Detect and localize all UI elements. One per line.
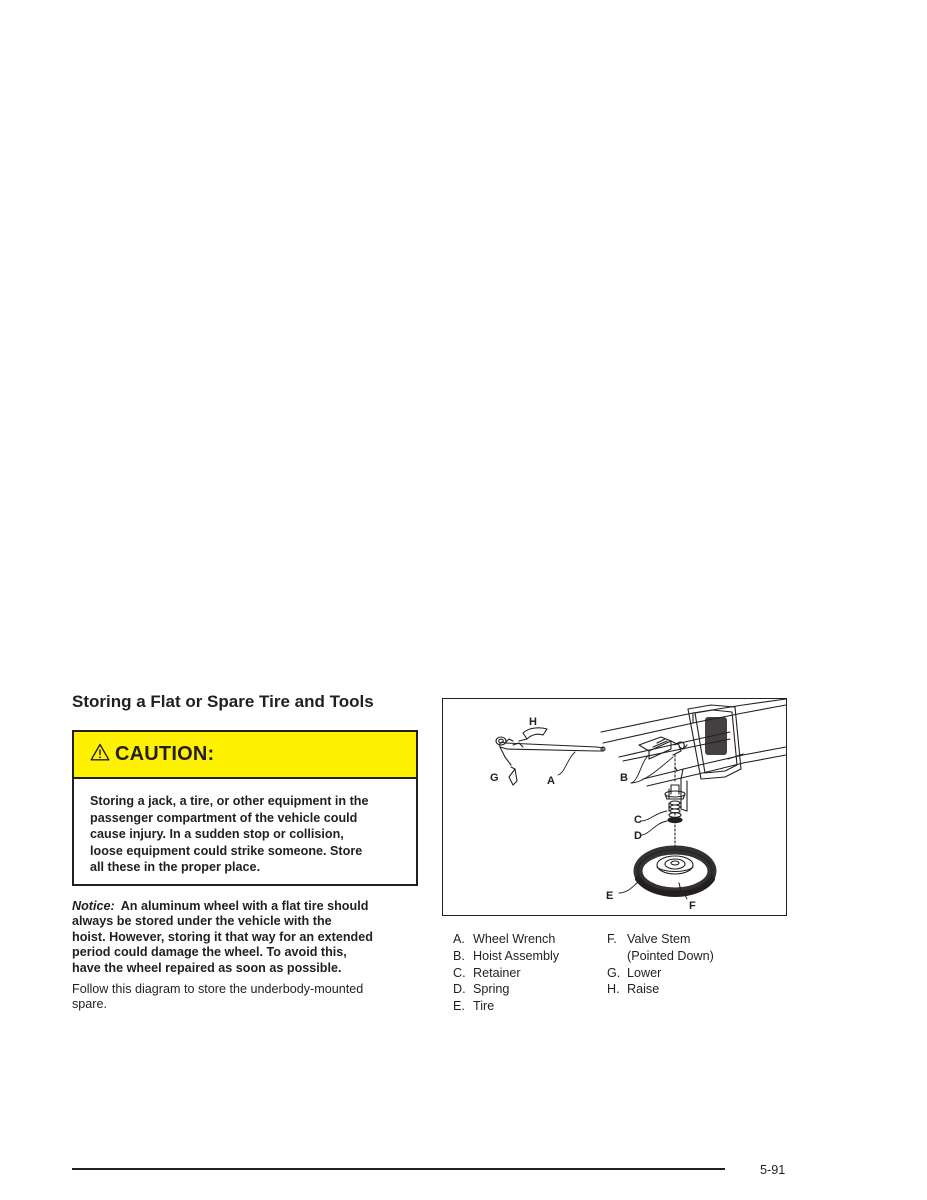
legend-item: C. Retainer [453, 965, 521, 980]
caution-text [74, 779, 416, 876]
notice-paragraph [72, 899, 414, 976]
callout-c: C [634, 814, 642, 826]
instruction-paragraph [72, 982, 414, 1013]
caution-line: cause injury. In a sudden stop or collision, [90, 827, 344, 842]
section-heading: Storing a Flat or Spare Tire and Tools [72, 692, 374, 711]
notice-line: always be stored under the vehicle with the [72, 914, 332, 929]
legend-item: A. Wheel Wrench [453, 932, 556, 946]
notice-line: have the wheel repaired as soon as possible. [72, 960, 342, 975]
tire-illustration [638, 850, 712, 894]
warning-triangle-icon [90, 743, 110, 766]
legend-left-column [453, 931, 559, 1015]
callout-d: D [634, 830, 642, 842]
footer-rule [72, 1168, 725, 1170]
notice-line: period could damage the wheel. To avoid this, [72, 945, 347, 960]
callout-e: E [606, 890, 614, 902]
vehicle-body-illustration [601, 699, 786, 811]
callout-b: B [620, 772, 628, 784]
retainer-illustration [665, 785, 685, 799]
caution-line: passenger compartment of the vehicle could [90, 810, 358, 825]
legend-item: (Pointed Down) [627, 948, 714, 963]
notice-line: hoist. However, storing it that way for an extended [72, 929, 373, 944]
legend-item: D. Spring [453, 982, 510, 997]
caution-title: CAUTION: [115, 743, 215, 765]
wheel-wrench-illustration [496, 737, 605, 765]
caution-line: Storing a jack, a tire, or other equipment in the [90, 794, 369, 808]
notice-label: Notice: [72, 899, 115, 913]
caution-box [72, 730, 418, 886]
legend-right-column [607, 931, 714, 998]
callout-g: G [490, 772, 499, 784]
raise-arrow-illustration [519, 728, 547, 741]
legend-item: E. Tire [453, 999, 495, 1014]
legend-item: G. Lower [607, 965, 662, 980]
instruction-line: Follow this diagram to store the underbody-mounted [72, 982, 364, 996]
caution-header [74, 732, 416, 779]
callout-a: A [547, 775, 555, 787]
caution-line: loose equipment could strike someone. Store [90, 843, 363, 858]
instruction-line: spare. [72, 997, 108, 1012]
spare-tire-diagram [442, 698, 787, 916]
lower-arrow-illustration [509, 767, 517, 785]
page-number: 5-91 [760, 1163, 786, 1177]
notice-line: Notice: An aluminum wheel with a flat tire should [72, 899, 369, 913]
callout-f: F [689, 900, 696, 912]
legend-item: H. Raise [607, 982, 660, 997]
legend-item: F. Valve Stem [607, 932, 691, 946]
callout-h: H [529, 716, 537, 728]
spring-illustration [668, 801, 682, 823]
legend-item: B. Hoist Assembly [453, 948, 560, 963]
caution-line: all these in the proper place. [90, 860, 261, 875]
